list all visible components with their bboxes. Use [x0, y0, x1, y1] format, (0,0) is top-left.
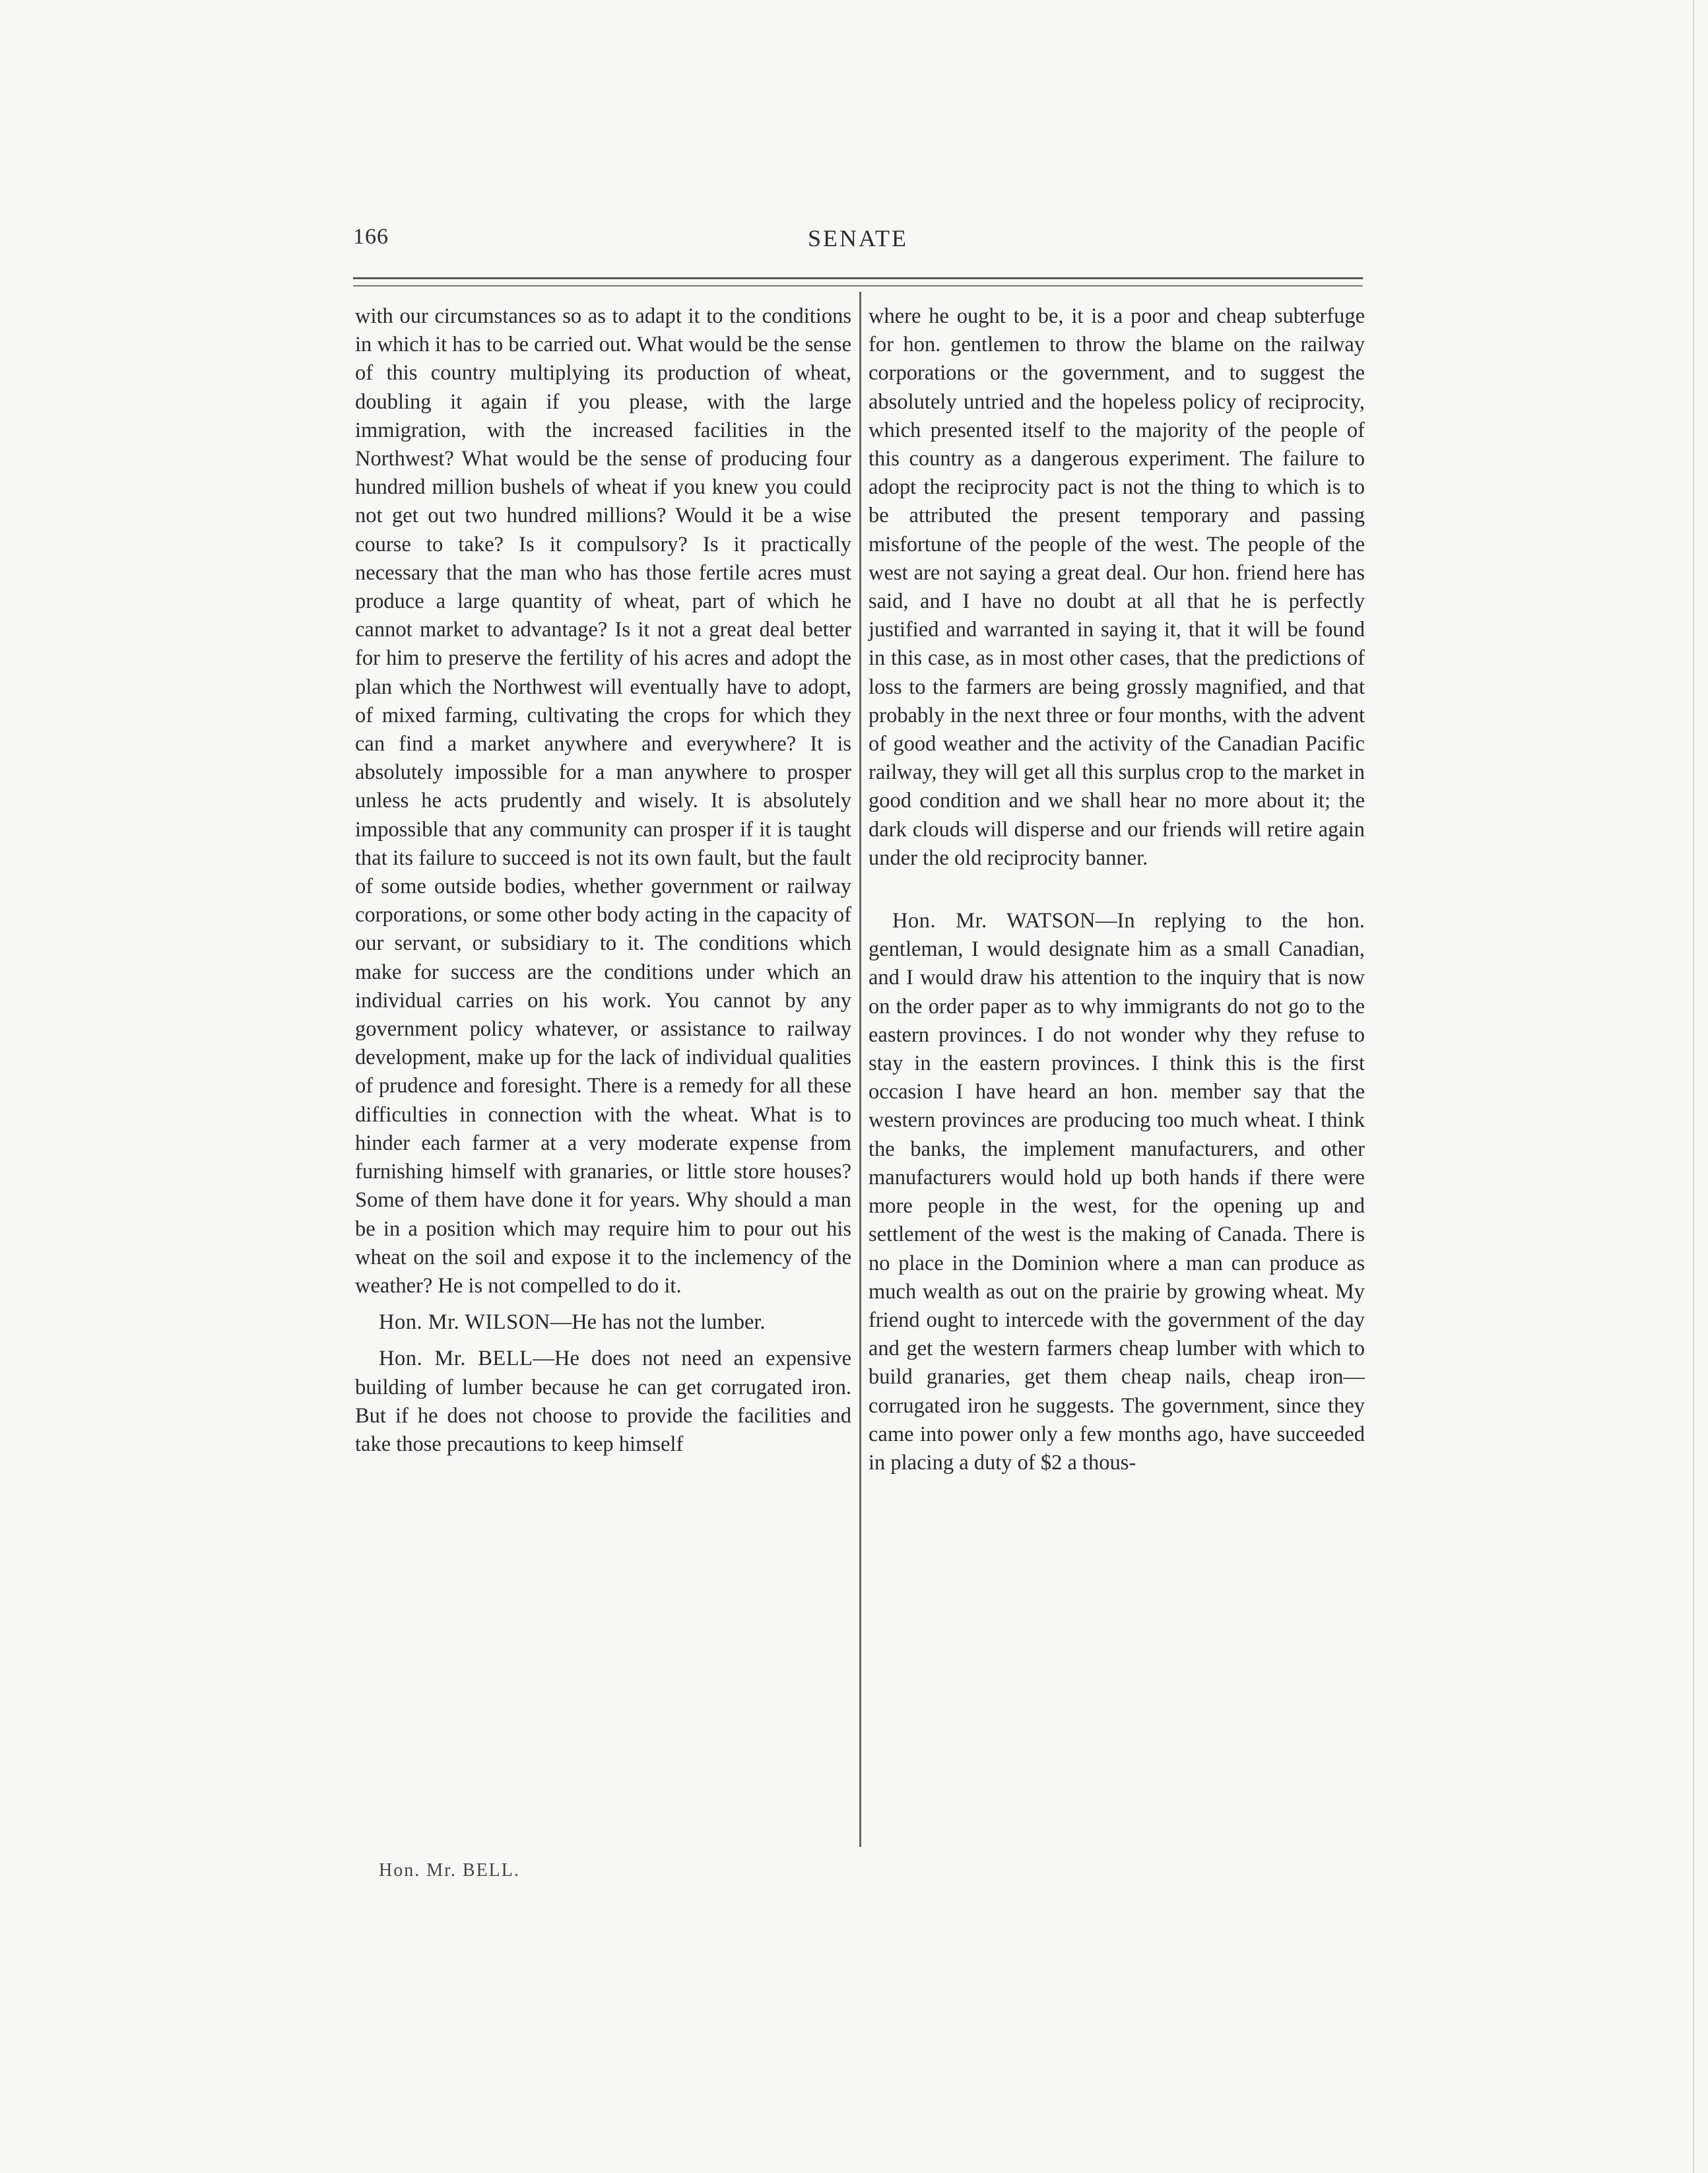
scan-edge-line — [1693, 0, 1694, 2173]
paragraph: where he ought to be, it is a poor and cheap subterfuge for hon. gentlemen to throw the blame on the railway corporations or the government, and to suggest the absolutely untried and the hopeless policy of reciprocity, which presented itself to the majority of the people of this country as a dangerous experiment. The failure to adopt the reciprocity pact is not the thing to which is to be attributed the present temporary and passing misfortune of the people of the west. The people of the west are not saying a great deal. Our hon. friend here has said, and I have no doubt at all that he is perfectly justified and warranted in saying it, that it will be found in this case, as in most other cases, that the predictions of loss to the farmers are being grossly magnified, and that probably in the next three or four months, with the advent of good weather and the activity of the Canadian Pacific railway, they will get all this surplus crop to the market in good condition and we shall hear no more about it; the dark clouds will disperse and our friends will retire again under the old reciprocity banner. — [869, 304, 1365, 870]
paragraph: with our circumstances so as to adapt it to the conditions in which it has to be carried out. What would be the sense of this country multiplying its production of wheat, doubling it again if you please, with the large immigration, with the increased facilities in the Northwest? What would be the sense of producing four hundred million bushels of wheat if you knew you could not get out two hundred millions? Would it be a wise course to take? Is it compulsory? Is it practically necessary that the man who has those fertile acres must produce a large quantity of wheat, part of which he cannot market to advantage? Is it not a great deal better for him to preserve the fertility of his acres and adopt the plan which the Northwest will eventually have to adopt, of mixed farming, cultivating the crops for which they can find a market anywhere and everywhere? It is absolutely impossible for a man anywhere to prosper unless he acts prudently and wisely. It is absolutely impossible that any community can prosper if it is taught that its failure to succeed is not its own fault, but the fault of some outside bodies, whether government or railway corporations, or some other body acting in the capacity of our servant, or subsidiary to it. The conditions which make for success are the conditions under which an individual carries on his work. You cannot by any government policy whatever, or assistance to railway development, make up for the lack of individual qualities of prudence and foresight. There is a remedy for all these difficulties in connection with the wheat. What is to hinder each farmer at a very moderate expense from furnishing himself with granaries, or little store houses? Some of them have done it for years. Why should a man be in a position which may require him to pour out his wheat on the soil and expose it to the inclemency of the weather? He is not compelled to do it. — [355, 304, 851, 1298]
speaker-name: Hon. Mr. BELL — [379, 1347, 533, 1371]
speech-paragraph — [355, 1345, 851, 1459]
speech-text: —He does not need an expensive building of lumber because he can get corrugated iron. But if he does not choose to provide the facilities and take those precautions to keep himself — [355, 1347, 851, 1456]
speaker-name: Hon. Mr. WILSON — [379, 1310, 550, 1335]
header-rule-thin — [353, 285, 1363, 286]
running-title: SENATE — [808, 225, 908, 251]
right-column — [869, 302, 1365, 1477]
speaker-name: Hon. Mr. WATSON — [892, 909, 1096, 933]
speech-text: —He has not the lumber. — [550, 1310, 766, 1335]
page-header — [353, 224, 1363, 255]
left-column — [355, 302, 851, 1459]
speech-paragraph — [355, 1308, 851, 1337]
speech-paragraph — [869, 907, 1365, 1477]
header-rule-thick — [353, 277, 1363, 279]
column-divider — [859, 292, 861, 1847]
speech-text: —In replying to the hon. gentleman, I would designate him as a small Canadian, and I would draw his attention to the inquiry that is now on the order paper as to why immigrants do not go to the eastern provinces. I do not wonder why they refuse to stay in the eastern provinces. I think this is the first occasion I have heard an hon. member say that the western provinces are producing too much wheat. I think the banks, the implement manufacturers, and other manufacturers would hold up both hands if there were more people in the west, for the opening up and settlement of the west is the making of Canada. There is no place in the Dominion where a man can produce as much wealth as out on the prairie by growing wheat. My friend ought to intercede with the government of the day and get the western farmers cheap lumber with which to build granaries, get them cheap nails, cheap iron—corrugated iron he suggests. The government, since they came into power only a few months ago, have succeeded in placing a duty of $2 a thous- — [869, 909, 1365, 1475]
footer-catchword: Hon. Mr. BELL. — [379, 1860, 520, 1881]
page-number: 166 — [353, 224, 389, 249]
